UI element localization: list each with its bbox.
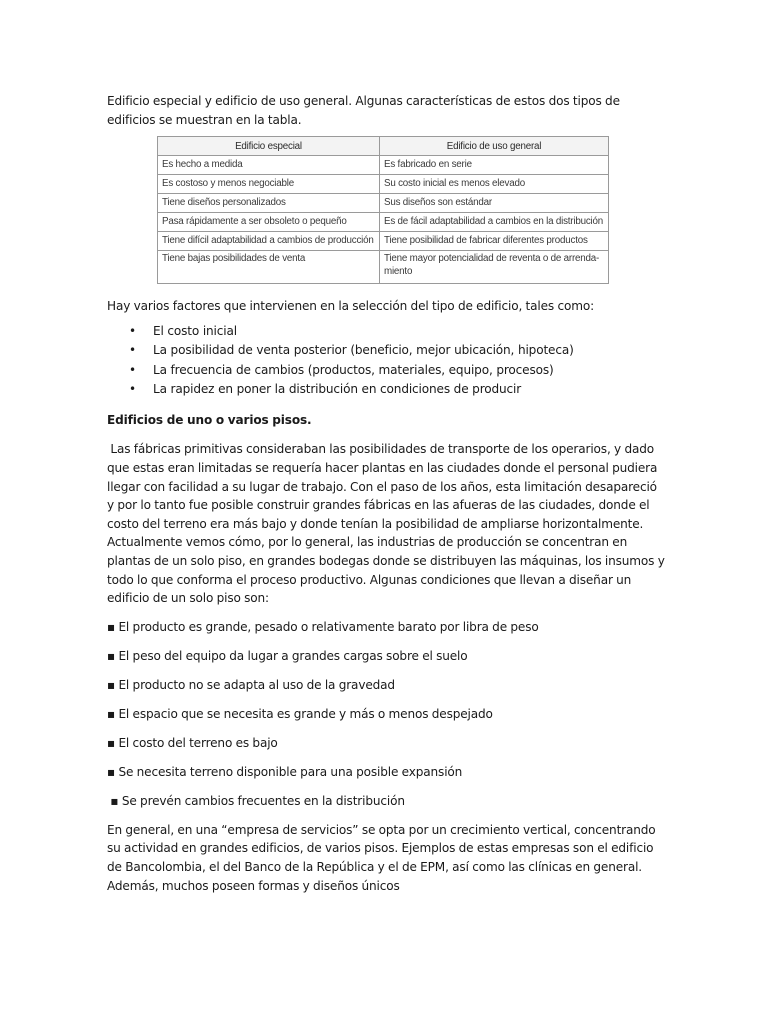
list-item	[129, 341, 667, 361]
list-item	[129, 361, 667, 381]
list-item-text: El costo inicial	[153, 323, 237, 338]
condition-item: ▪ El producto no se adapta al uso de la gravedad	[107, 677, 395, 692]
table-cell: Es de fácil adaptabilidad a cambios en la distribución	[380, 213, 609, 232]
list-item-text: La rapidez en poner la distribución en condiciones de producir	[153, 382, 522, 397]
list-item	[129, 380, 667, 400]
document-page	[107, 92, 667, 895]
factors-intro: Hay varios factores que intervienen en la selección del tipo de edificio, tales como:	[107, 299, 595, 314]
table-row	[158, 251, 609, 284]
comparison-table	[157, 136, 609, 284]
table-cell: Tiene mayor potencialidad de reventa o de arrenda- miento	[380, 251, 609, 284]
section-paragraph: Las fábricas primitivas consideraban las posibilidades de transporte de los operarios, y dado que estas eran limitadas se requería hacer plantas en las ciudades donde el personal pudiera llegar con facilidad a su lugar de trabajo. Con el paso de los años, esta limitación desapareció y por lo tanto fue posible construir grandes fábricas en las afueras de las ciudades, donde el costo del terreno era más bajo y donde tenían la posibilidad de ampliarse horizontalmente. Actualmente vemos cómo, por lo general, las industrias de producción se concentran en plantas de un solo piso, en grandes bodegas donde se distribuyen las máquinas, los insumos y todo lo que conforma el proceso productivo. Algunas condiciones que llevan a diseñar un edificio de un solo piso son:	[107, 442, 669, 606]
condition-item: ▪ El producto es grande, pesado o relativamente barato por libra de peso	[107, 619, 539, 634]
table-cell: Tiene posibilidad de fabricar diferentes productos	[380, 232, 609, 251]
table-header-especial: Edificio especial	[158, 137, 380, 156]
table-cell: Tiene difícil adaptabilidad a cambios de producción	[158, 232, 380, 251]
table-row	[158, 213, 609, 232]
table-cell: Tiene bajas posibilidades de venta	[158, 251, 380, 284]
closing-paragraph: En general, en una “empresa de servicios” se opta por un crecimiento vertical, concentrando su actividad en grandes edificios, de varios pisos. Ejemplos de estas empresas son el edificio de Bancolombia, el del Banco de la República y el de EPM, así como las clínicas en general. Además, muchos poseen formas y diseños únicos	[107, 822, 656, 893]
table-cell: Pasa rápidamente a ser obsoleto o pequeño	[158, 213, 380, 232]
table-row	[158, 232, 609, 251]
condition-item: ▪ Se necesita terreno disponible para una posible expansión	[107, 764, 463, 779]
table-row	[158, 175, 609, 194]
intro-paragraph: Edificio especial y edificio de uso general. Algunas características de estos dos tipos de edificios se muestran en la tabla.	[107, 94, 620, 127]
list-item-text: La frecuencia de cambios (productos, materiales, equipo, procesos)	[153, 362, 554, 377]
condition-item: ▪ El espacio que se necesita es grande y más o menos despejado	[107, 706, 493, 721]
table-cell: Es fabricado en serie	[380, 156, 609, 175]
table-header-uso-general: Edificio de uso general	[380, 137, 609, 156]
bullet-icon: •	[129, 343, 136, 358]
section-heading: Edificios de uno o varios pisos.	[107, 412, 312, 427]
list-item	[129, 322, 667, 342]
bullet-icon: •	[129, 382, 136, 397]
table-header-row	[158, 137, 609, 156]
table-cell: Su costo inicial es menos elevado	[380, 175, 609, 194]
table-cell: Sus diseños son estándar	[380, 194, 609, 213]
list-item-text: La posibilidad de venta posterior (beneficio, mejor ubicación, hipoteca)	[153, 343, 574, 358]
bullet-icon: •	[129, 362, 136, 377]
condition-item: ▪ El peso del equipo da lugar a grandes cargas sobre el suelo	[107, 648, 468, 663]
bullet-icon: •	[129, 323, 136, 338]
condition-item: ▪ Se prevén cambios frecuentes en la distribución	[107, 793, 405, 808]
table-row	[158, 156, 609, 175]
table-cell: Es costoso y menos negociable	[158, 175, 380, 194]
table-cell: Es hecho a medida	[158, 156, 380, 175]
table-row	[158, 194, 609, 213]
table-cell: Tiene diseños personalizados	[158, 194, 380, 213]
condition-item: ▪ El costo del terreno es bajo	[107, 735, 278, 750]
factors-list	[107, 322, 667, 400]
